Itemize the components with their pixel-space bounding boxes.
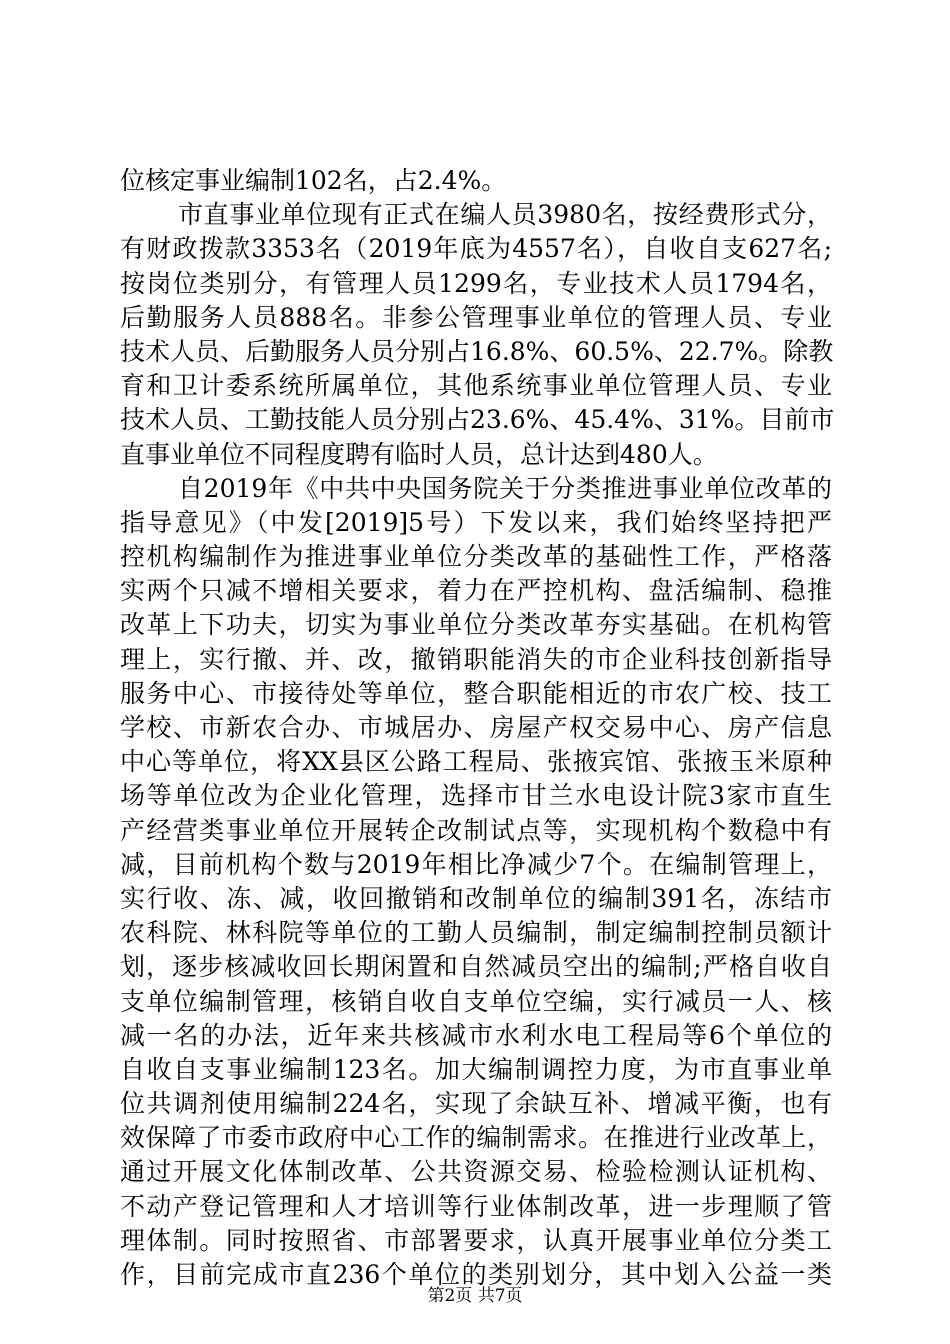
text-line: 场等单位改为企业化管理，选择市甘兰水电设计院3家市直生 (120, 781, 832, 811)
text-line: 服务中心、市接待处等单位，整合职能相近的市农广校、技工 (120, 678, 832, 708)
text-line: 有财政拨款3353名（2019年底为4557名），自收自支627名; (120, 234, 832, 264)
text-line: 自2019年《中共中央国务院关于分类推进事业单位改革的 (178, 473, 832, 503)
text-line: 自收自支事业编制123名。加大编制调控力度，为市直事业单 (120, 1054, 832, 1084)
text-line: 按岗位类别分，有管理人员1299名，专业技术人员1794名， (120, 268, 832, 298)
text-line: 指导意见》（中发[2019]5号）下发以来，我们始终坚持把严 (120, 507, 832, 537)
text-line: 实行收、冻、减，收回撤销和改制单位的编制391名，冻结市 (120, 883, 832, 913)
text-line: 育和卫计委系统所属单位，其他系统事业单位管理人员、专业 (120, 371, 832, 401)
text-line: 减一名的办法，近年来共核减市水利水电工程局等6个单位的 (120, 1020, 832, 1050)
text-line: 农科院、林科院等单位的工勤人员编制，制定编制控制员额计 (120, 918, 832, 948)
text-line: 位核定事业编制102名，占2.4%。 (120, 166, 507, 195)
text-line: 效保障了市委市政府中心工作的编制需求。在推进行业改革上， (120, 1123, 832, 1153)
text-line: 改革上下功夫，切实为事业单位分类改革夯实基础。在机构管 (120, 610, 832, 640)
text-line: 支单位编制管理，核销自收自支单位空编，实行减员一人、核 (120, 986, 832, 1016)
text-line: 市直事业单位现有正式在编人员3980名，按经费形式分， (178, 200, 832, 230)
text-line: 产经营类事业单位开展转企改制试点等，实现机构个数稳中有 (120, 815, 832, 845)
text-line: 通过开展文化体制改革、公共资源交易、检验检测认证机构、 (120, 1157, 832, 1187)
text-line: 位共调剂使用编制224名，实现了余缺互补、增减平衡，也有 (120, 1089, 832, 1119)
text-line: 理体制。同时按照省、市部署要求，认真开展事业单位分类工 (120, 1225, 832, 1255)
text-line: 技术人员、工勤技能人员分别占23.6%、45.4%、31%。目前市 (120, 405, 835, 435)
text-line: 技术人员、后勤服务人员分别占16.8%、60.5%、22.7%。除教 (120, 336, 834, 366)
text-line: 不动产登记管理和人才培训等行业体制改革，进一步理顺了管 (120, 1191, 832, 1221)
text-line: 减，目前机构个数与2019年相比净减少7个。在编制管理上， (120, 849, 832, 879)
text-line: 后勤服务人员888名。非参公管理事业单位的管理人员、专业 (120, 302, 832, 332)
text-line: 中心等单位，将XX县区公路工程局、张掖宾馆、张掖玉米原种 (120, 747, 832, 777)
text-line: 实两个只减不增相关要求，着力在严控机构、盘活编制、稳推 (120, 576, 832, 606)
text-line: 划，逐步核减收回长期闲置和自然减员空出的编制;严格自收自 (120, 952, 832, 982)
text-line: 学校、市新农合办、市城居办、房屋产权交易中心、房产信息 (120, 713, 832, 742)
text-line: 控机构编制作为推进事业单位分类改革的基础性工作，严格落 (120, 542, 832, 572)
page-footer: 第2页 共7页 (427, 1286, 523, 1306)
body-text (120, 164, 835, 1292)
text-line: 理上，实行撤、并、改，撤销职能消失的市企业科技创新指导 (120, 644, 832, 674)
text-line: 直事业单位不同程度聘有临时人员，总计达到480人。 (120, 439, 718, 469)
text-line: 作，目前完成市直236个单位的类别划分，其中划入公益一类 (120, 1260, 832, 1289)
